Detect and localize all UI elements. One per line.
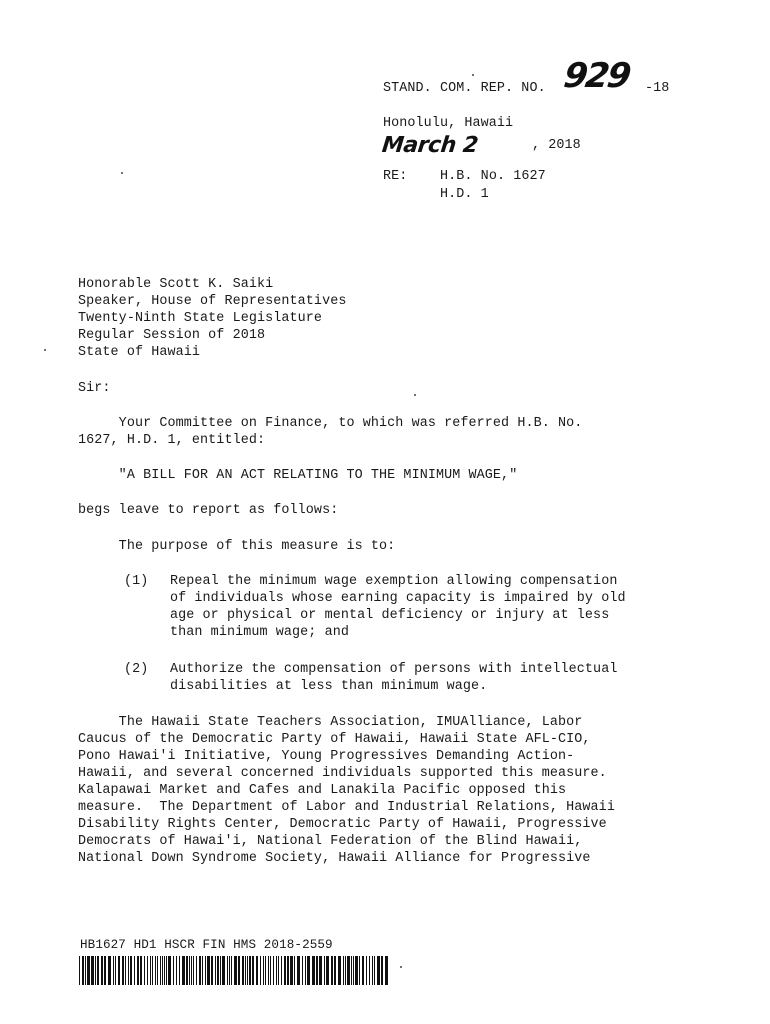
barcode-bar xyxy=(265,956,266,985)
scan-speck xyxy=(414,394,416,396)
barcode-bar xyxy=(231,956,232,985)
testimony-line: The Hawaii State Teachers Association, IMUAlliance, Labor xyxy=(78,715,583,730)
intro-line: 1627, H.D. 1, entitled: xyxy=(78,433,266,448)
barcode-bar xyxy=(227,956,228,985)
barcode-bar xyxy=(160,956,161,985)
barcode-bar xyxy=(202,956,203,985)
barcode-bar xyxy=(287,956,289,985)
item-line: Authorize the compensation of persons with intellectual xyxy=(170,662,618,677)
barcode-bar xyxy=(186,956,188,985)
barcode-bar xyxy=(326,956,329,985)
barcode-bar xyxy=(369,956,370,985)
barcode-bar xyxy=(147,956,148,985)
barcode-bar xyxy=(118,956,120,985)
barcode-bar xyxy=(217,956,219,985)
date-year: , 2018 xyxy=(532,138,581,153)
barcode-bar xyxy=(284,956,286,985)
barcode-bar xyxy=(305,956,306,985)
barcode-bar xyxy=(256,956,258,985)
barcode-bar xyxy=(334,956,336,985)
barcode-bar xyxy=(307,956,310,985)
barcode-bar xyxy=(215,956,216,985)
intro-line: Your Committee on Finance, to which was referred H.B. No. xyxy=(78,416,583,431)
barcode-bar xyxy=(113,956,114,985)
barcode-bar xyxy=(199,956,201,985)
scan-speck xyxy=(400,966,402,968)
barcode-bar xyxy=(276,956,277,985)
barcode-bar xyxy=(347,956,350,985)
barcode-bar xyxy=(362,956,364,985)
barcode-bar xyxy=(281,956,282,985)
barcode-bar xyxy=(82,956,84,985)
barcode-bar xyxy=(104,956,106,985)
barcode-bar xyxy=(229,956,230,985)
barcode-bar xyxy=(238,956,240,985)
barcode-bar xyxy=(297,956,300,985)
barcode-bar xyxy=(162,956,163,985)
item-line: age or physical or mental deficiency or injury at less xyxy=(170,608,610,623)
footer-file-id: HB1627 HD1 HSCR FIN HMS 2018-2559 xyxy=(80,938,333,952)
barcode-bar xyxy=(260,956,261,985)
barcode-bar xyxy=(366,956,367,985)
barcode-bar xyxy=(374,956,375,985)
barcode-bar xyxy=(101,956,103,985)
barcode-bar xyxy=(155,956,156,985)
barcode-bar xyxy=(353,956,354,985)
addressee-line: Honorable Scott K. Saiki xyxy=(78,277,274,292)
bill-number: H.B. No. 1627 xyxy=(440,169,546,184)
addressee-line: State of Hawaii xyxy=(78,345,201,360)
item-number: (2) xyxy=(124,662,149,677)
barcode-bar xyxy=(245,956,246,985)
barcode-bar xyxy=(278,956,279,985)
barcode-bar xyxy=(134,956,135,985)
barcode-bar xyxy=(290,956,293,985)
purpose-line: The purpose of this measure is to: xyxy=(78,539,396,554)
barcode-bar xyxy=(207,956,210,985)
barcode-bar xyxy=(359,956,360,985)
barcode-bar xyxy=(189,956,190,985)
barcode-bar xyxy=(263,956,264,985)
barcode-bar xyxy=(331,956,333,985)
barcode-bar xyxy=(343,956,344,985)
item-line: of individuals whose earning capacity is impaired by old xyxy=(170,591,626,606)
barcode-bar xyxy=(196,956,197,985)
item-line: than minimum wage; and xyxy=(170,625,349,640)
barcode-bar xyxy=(166,956,167,985)
addressee-line: Twenty-Ninth State Legislature xyxy=(78,311,323,326)
barcode-bar xyxy=(152,956,153,985)
testimony-line: Pono Hawai'i Initiative, Young Progressives Demanding Action- xyxy=(78,749,575,764)
barcode-bar xyxy=(220,956,221,985)
testimony-line: Caucus of the Democratic Party of Hawaii, Hawaii State AFL-CIO, xyxy=(78,732,591,747)
barcode-bar xyxy=(319,956,322,985)
testimony-line: Disability Rights Center, Democratic Party of Hawaii, Progressive xyxy=(78,817,607,832)
barcode-bar xyxy=(128,956,129,985)
re-label: RE: xyxy=(383,169,408,184)
barcode-bar xyxy=(125,956,126,985)
barcode-bar xyxy=(150,956,151,985)
barcode-bar xyxy=(85,956,86,985)
barcode-bar xyxy=(242,956,244,985)
barcode-bar xyxy=(173,956,174,985)
bill-title: "A BILL FOR AN ACT RELATING TO THE MINIMUM WAGE," xyxy=(78,468,518,483)
barcode-bar xyxy=(252,956,254,985)
barcode-icon xyxy=(79,956,389,985)
item-line: Repeal the minimum wage exemption allowing compensation xyxy=(170,574,618,589)
barcode-bar xyxy=(97,956,99,985)
barcode-bar xyxy=(137,956,139,985)
barcode-bar xyxy=(205,956,206,985)
scan-speck xyxy=(121,172,123,174)
barcode-bar xyxy=(381,956,383,985)
barcode-bar xyxy=(270,956,271,985)
barcode-bar xyxy=(79,956,80,985)
scan-speck xyxy=(44,349,46,351)
barcode-bar xyxy=(182,956,185,985)
barcode-bar xyxy=(355,956,358,985)
scan-speck xyxy=(472,74,474,76)
barcode-bar xyxy=(108,956,111,985)
barcode-bar xyxy=(87,956,90,985)
barcode-bar xyxy=(222,956,225,985)
report-number-prefix: STAND. COM. REP. NO. xyxy=(383,81,546,96)
addressee-line: Regular Session of 2018 xyxy=(78,328,266,343)
barcode-bar xyxy=(168,956,171,985)
barcode-bar xyxy=(164,956,165,985)
barcode-bar xyxy=(193,956,194,985)
barcode-bar xyxy=(247,956,248,985)
testimony-line: measure. The Department of Labor and Industrial Relations, Hawaii xyxy=(78,800,615,815)
testimony-line: Democrats of Hawai'i, National Federation of the Blind Hawaii, xyxy=(78,834,583,849)
report-number-suffix: -18 xyxy=(645,81,670,96)
barcode-bar xyxy=(324,956,325,985)
item-line: disabilities at less than minimum wage. xyxy=(170,679,488,694)
bill-draft: H.D. 1 xyxy=(440,187,489,202)
testimony-line: National Down Syndrome Society, Hawaii Alliance for Progressive xyxy=(78,851,591,866)
barcode-bar xyxy=(95,956,96,985)
barcode-bar xyxy=(377,956,380,985)
barcode-bar xyxy=(176,956,177,985)
report-number-handwritten: 929 xyxy=(561,56,632,96)
barcode-bar xyxy=(273,956,274,985)
barcode-bar xyxy=(294,956,295,985)
barcode-bar xyxy=(316,956,318,985)
barcode-bar xyxy=(351,956,352,985)
date-handwritten: March 2 xyxy=(380,133,480,158)
barcode-bar xyxy=(115,956,116,985)
barcode-bar xyxy=(302,956,303,985)
city-line: Honolulu, Hawaii xyxy=(383,116,514,131)
barcode-bar xyxy=(140,956,142,985)
barcode-bar xyxy=(268,956,269,985)
barcode-bar xyxy=(312,956,315,985)
barcode-bar xyxy=(372,956,373,985)
barcode-bar xyxy=(122,956,124,985)
barcode-bar xyxy=(385,956,388,985)
barcode-bar xyxy=(345,956,346,985)
barcode-bar xyxy=(179,956,180,985)
barcode-bar xyxy=(144,956,145,985)
barcode-bar xyxy=(234,956,237,985)
barcode-bar xyxy=(157,956,158,985)
testimony-line: Kalapawai Market and Cafes and Lanakila Pacific opposed this xyxy=(78,783,567,798)
barcode-bar xyxy=(211,956,213,985)
barcode-bar xyxy=(249,956,251,985)
salutation: Sir: xyxy=(78,381,111,396)
barcode-bar xyxy=(191,956,192,985)
item-number: (1) xyxy=(124,574,149,589)
barcode-bar xyxy=(338,956,341,985)
addressee-line: Speaker, House of Representatives xyxy=(78,294,347,309)
begs-leave-line: begs leave to report as follows: xyxy=(78,503,339,518)
barcode-bar xyxy=(91,956,94,985)
barcode-bar xyxy=(130,956,132,985)
testimony-line: Hawaii, and several concerned individuals supported this measure. xyxy=(78,766,607,781)
